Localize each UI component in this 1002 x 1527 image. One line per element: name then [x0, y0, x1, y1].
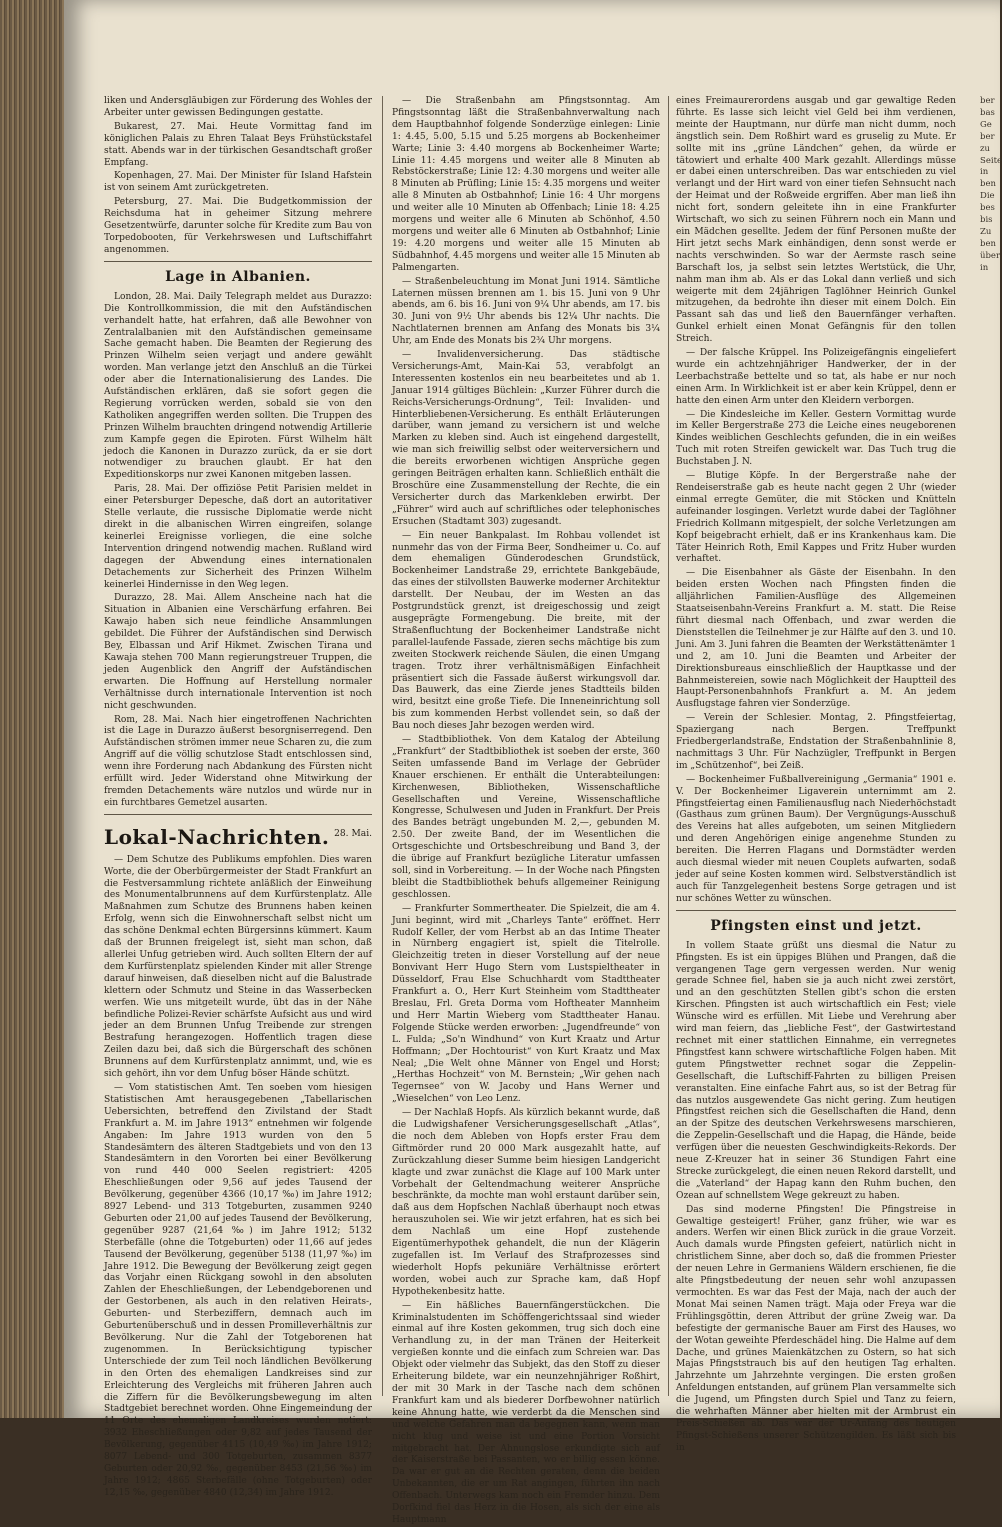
adjacent-page-fragment: ber bas Ge ber zu Seite in ben Die bes bis Zu ben über in [980, 96, 1002, 273]
lokal-verein-schlesier: — Verein der Schlesier. Montag, 2. Pfingstfeiertag, Spaziergang nach Bergen. Treffpunkt Friedbergerlandstraße, Endstation der Straßenbahnlinie 8, nachmittags 3 Uhr. Für Nachzügler, Treffpunkt in Bergen im „Schützenhof“, bei Zeiß. [676, 713, 956, 771]
column-2 [392, 96, 660, 1525]
lokal-eisenbahner: — Die Eisenbahner als Gäste der Eisenbahn. In den beiden ersten Wochen nach Pfingsten finden die alljährlichen Familien-Ausflüge des Allgemeinen Staatseisenbahn-Vereins Frankfurt a. M. statt. Die Reise führt diesmal nach Offenbach, und zwar werden die Dienststellen die Teilnehmer je zur Hälfte auf den 3. und 10. Juni. Am 3. Juni fahren die Beamten der Werkstättenämter 1 und 2, am 10. Juni die Beamten und Arbeiter der Direktionsbureaus einschließlich der Hauptkasse und der Bahnmeistereien, sowie nach Möglichkeit der Hauptteil des Haupt-Personenbahnhofs Frankfurt a. M. An jedem Ausflugstage fahren vier Sonderzüge. [676, 568, 956, 710]
lokal-bauernfaenger: — Ein häßliches Bauernfängerstückchen. Die Kriminalstudenten im Schöffengerichtssaal sind wieder einmal auf ihre Kosten gekommen, trug sich doch eine Verhandlung zu, in der man Tränen der Heiterkeit vergießen konnte und die einfach zum Schreien war. Das Objekt oder vielmehr das Subjekt, das den Stoff zu dieser Erheiterung bildete, war ein neunzehnjähriger Roßhirt, der mit 30 Mark in der Tasche nach dem schönen Frankfurt kam und als biederer Dorfbewohner natürlich keine Ahnung hatte, wie verderbt da die Menschen sind und welche Gefahren man da begegnen kann, wenn man nicht klug und weise ist und eine Portion Vorsicht mitgebracht hat. Der Ahnungslose erkundigte sich auf der Kaiserstraße bei Passanten, wo er billig essen könne. Da war er gut an die Rechten geraten, denn die beiden Unbekannten, die er um Rat angingen, führten ihn nach Offenbach. Unterwegs kam noch ein Fremder hinzu. Dem Dorfkind fiel das Herz in die Hosen, als sich der eine als Hauptmann [392, 1300, 660, 1525]
news-item-kopenhagen: Kopenhagen, 27. Mai. Der Minister für Island Hafstein ist von seinem Amt zurückgetreten. [104, 171, 372, 194]
column-3 [676, 96, 956, 1453]
pfingsten-paragraph-1: In vollem Staate grüßt uns diesmal die Natur zu Pfingsten. Es ist ein üppiges Blühen und Prangen, daß die vergangenen Tage gern vergessen werden. Nur wenig gerade Schnee fiel, haben sie ja auch nicht zwei zerstört, und an den geschützten Stellen gibt's schon die ersten Kirschen. Pfingsten ist auch wirtschaftlich ein Fest; viele Wünsche wird es erfüllen. Mit Liebe und Verehrung aber wird man feiern, das „liebliche Fest“, der Gastwirtestand rechnet mit einer stattlichen Einnahme, ein verregnetes Pfingstfest kann schwere wirtschaftliche Folgen haben. Mit gutem Pfingstwetter rechnet sogar die Zeppelin-Gesellschaft, die Luftschiff-Fahrten zu billigen Preisen veranstalten. Eine einfache Fahrt aus, so ist der Betrag für das nutzlos ausgewendete Gas nicht gering. Zum heutigen Pfingstfest reichen sich die Gesellschaften die Hand, denn an der Spitze des deutschen Verkehrswesens marschieren, die Zeppelin-Gesellschaft und die Hapag, die Hände, beide verfügen über die neuesten Geschwindigkeits-Rekords. Der neue Z-Kreuzer hat in seiner 36 Stundigen Fahrt eine Strecke zurückgelegt, die einen neuen Rekord darstellt, und die „Vaterland“ der Hapag kann den Ruhm buchen, den Ozean auf schnellstem Wege gekreuzt zu haben. [676, 940, 956, 1201]
albanien-london: London, 28. Mai. Daily Telegraph meldet aus Durazzo: Die Kontrollkommission, die mit den Aufständischen verhandelt hatte, hat erfahren, daß alle Bewohner von Zentralalbanien mit den Aufständischen gemeinsame Sache gemacht haben. Die Beamten der Regierung des Prinzen Wilhelm seien verjagt und andere gewählt worden. Man verlange jetzt den Anschluß an die Türkei oder aber die Internationalisierung des Landes. Die Aufständischen erklären, daß sie sofort gegen die Regierung vorrücken werden, sobald sie von den Katholiken angegriffen werden sollten. Die Truppen des Prinzen Wilhelm brauchten dringend notwendig Artillerie zum Kampfe gegen die Epiroten. Fürst Wilhelm hält jedoch die Kanonen in Durazzo zurück, da er sie dort notwendiger zu brauchen glaubt. Er hat den Expeditionskorps nur zwei Kanonen mitgeben lassen. [104, 291, 372, 481]
news-item: liken und Andersgläubigen zur Förderung des Wohles der Arbeiter unter gewissen Bedingungen gestatte. [104, 96, 372, 118]
pfingsten-paragraph-2: Das sind moderne Pfingsten! Die Pfingstreise in Gewaltige gesteigert! Früher, ganz früher, wie war es anders. Werfen wir einen Blick zurück in die graue Vorzeit. Auch damals wurde Pfingsten gefeiert, natürlich nicht in christlichem Sinne, aber doch so, daß die frommen Priester der neuen Lehre in Germaniens Wäldern erschienen, fie die alte Pfingstbedeutung der neuen sehr wohl anzupassen vermochten. Es war das Fest der Maja, nach der auch der Monat Mai seinen Namen trägt. Maja oder Freya war die Frühlingsgöttin, deren Attribut der grüne Zweig war. Da befestigte der germanische Bauer am First des Hauses, wo der Wotan geweihte Pferdeschädel hing. Die Halme auf dem Dache, und grünes Maienkätzchen zu Ostern, so hat sich Majas Pfingststrauch bis auf den heutigen Tag erhalten. Jahrzehnte um Jahrzehnte vergingen. Die ersten großen Anfeldungen entstanden, auf grünem Plan versammelte sich die Jugend, um Pfingsten durch Spiel und Tanz zu feiern, die wehrhaften Männer aber hielten mit der Armbrust ein Preis-Schießen ab. Das war der Ur-Anfang des heutigen Pfingst-Schießens unserer Schützengilden. Es läßt sich bis in [676, 1204, 956, 1453]
book-binding-edge [0, 0, 68, 1418]
lokal-strassenbeleuchtung: — Straßenbeleuchtung im Monat Juni 1914. Sämtliche Laternen müssen brennen am 1. bis 15. Juni von 9 Uhr abends, am 6. bis 16. Juni von 9¼ Uhr abends, am 17. bis 30. Juni von 9½ Uhr abends bis 12¼ Uhr nachts. Die Nachtlaternen brennen am Anfang des Monats bis 3¼ Uhr, am Ende des Monats bis 2¾ Uhr morgens. [392, 276, 660, 347]
albanien-durazzo: Durazzo, 28. Mai. Allem Anscheine nach hat die Situation in Albanien eine Verschärfung erfahren. Bei Kawajo haben sich neue feindliche Ansammlungen gebildet. Die Führer der Aufständischen sind Derwisch Bey, Elbassan und Arif Hikmet. Zwischen Tirana und Kawaja stehen 700 Mann regierungstreuer Truppen, die jeden Augenblick den Angriff der Aufständischen erwarten. Die Hoffnung auf Herstellung normaler Verhältnisse durch internationale Intervention ist noch nicht geschwunden. [104, 593, 372, 711]
lokal-stadtbibliothek: — Stadtbibliothek. Von dem Katalog der Abteilung „Frankfurt“ der Stadtbibliothek ist soeben der erste, 360 Seiten umfassende Band im Verlage der Gebrüder Knauer erschienen. Er enthält die Unterabteilungen: Kirchenwesen, Bibliotheken, Wissenschaftliche Gesellschaften und Vereine, Wissenschaftliche Kongresse, Schulwesen und Juden in Frankfurt. Der Preis des Bandes beträgt ungebunden M. 2,—, gebunden M. 2.50. Der zweite Band, der im Wesentlichen die Ortsgeschichte und Ortsbeschreibung und Band 3, der die übrige auf Frankfurt bezügliche Literatur umfassen soll, sind in Vorbereitung. — In der Woche nach Pfingsten bleibt die Stadtbibliothek behufs allgemeiner Reinigung geschlossen. [392, 735, 660, 900]
lokal-nachlass-hopfs: — Der Nachlaß Hopfs. Als kürzlich bekannt wurde, daß die Ludwigshafener Versicherungsgesellschaft „Atlas“, die noch dem Ableben von Hopfs erster Frau dem Giftmörder rund 20 000 Mark ausgezahlt hatte, auf Zurückzahlung dieser Summe beim hiesigen Landgericht klagte und zwar zunächst die Klage auf 100 Mark unter Vorbehalt der Geltendmachung weiterer Ansprüche beschränkte, da mochte man wohl erstaunt darüber sein, daß aus dem Hopfschen Nachlaß überhaupt noch etwas herauszuholen sei. Wie wir jetzt erfahren, hat es sich bei dem Nachlaß um eine Hopf zustehende Eigentümerhypothek gehandelt, die nun der Klägerin zugefallen ist. Im Verlauf des Strafprozesses sind wiederholt Hopfs pekuniäre Verhältnisse erörtert worden, wobei auch zur Sprache kam, daß Hopf Hypothekenbesitz hatte. [392, 1108, 660, 1297]
column-rule [668, 96, 669, 1396]
column-rule [382, 96, 383, 1396]
lokal-statistisches-amt: — Vom statistischen Amt. Ten soeben vom hiesigen Statistischen Amt herausgegebenen „Tabellarischen Uebersichten, betreffend den Zivilstand der Stadt Frankfurt a. M. im Jahre 1913“ entnehmen wir folgende Angaben: Im Jahre 1913 wurden von den 5 Standesämtern des älteren Stadtgebiets und von den 13 Standesämtern in den Vororten bei einer Bevölkerung von rund 440 000 Seelen registriert: 4205 Eheschließungen oder 9,56 auf jedes Tausend der Bevölkerung, gegenüber 4366 (10,17 ‰) im Jahre 1912; 8927 Lebend- und 313 Totgeburten, zusammen 9240 Geburten oder 21,00 auf jedes Tausend der Bevölkerung, gegenüber 9287 (21,64 ‰) im Jahre 1912; 5132 Sterbefälle (ohne die Totgeburten) oder 11,66 auf jedes Tausend der Bevölkerung, gegenüber 5138 (11,97 ‰) im Jahre 1912. Die Bewegung der Bevölkerung zeigt gegen das Vorjahr einen Rückgang sowohl in den absoluten Zahlen der Eheschließungen, der Lebendgeborenen und der Gestorbenen, als auch in den relativen Heirats-, Geburten- und Sterbeziffern, demnach auch im Geburtenüberschuß und in dessen Promilleverhältnis zur Bevölkerung. Nur die Zahl der Totgeborenen hat zugenommen. In Berücksichtigung typischer Unterschiede der zum Teil noch ländlichen Bevölkerung in den Orten des ehemaligen Landkreises sind zur Erleichterung des Vergleichs mit früheren Jahren auch die Ziffern für die Bevölkerungsbewegung im alten Stadtgebiet berechnet worden. Ohne Eingemeindung der 11 Orte des ehemaligen Landkreises wurden notiert: 3932 Eheschließungen oder 9,82 auf jedes Tausend der Bevölkerung, gegenüber 4115 (10,49 ‰) im Jahre 1912; 8077 Lebend- und 300 Totgeburten, zusammen 8377 Geburten oder 20,92 ‰, gegenüber 8453 (21,56 ‰) im Jahre 1912; 4865 Sterbefälle (ohne Totgeburten) oder 12,15 ‰, gegenüber 4840 (12,34) im Jahre 1912. [104, 1082, 372, 1498]
divider [676, 910, 956, 911]
lokal-invalidenversicherung: — Invalidenversicherung. Das städtische Versicherungs-Amt, Main-Kai 53, verabfolgt an Interessenten kostenlos ein neu bearbeitetes und ab 1. Januar 1914 gültiges Büchlein: „Kurzer Führer durch die Reichs-Versicherungs-Ordnung“, Teil: Invaliden- und Hinterbliebenen-Versicherung. Es enthält Erläuterungen darüber, wann jemand zu versichern ist und welche Marken zu kleben sind. Auch ist eingehend dargestellt, wie man sich freiwillig selbst oder weiterversichern und die bereits erworbenen wichtigen Ansprüche gegen geringen Beiträgen erhalten kann. Schließlich enthält die Broschüre eine Zusammenstellung der Rechte, die ein Versicherter durch das Markenkleben erwirbt. Der „Führer“ wird auch auf schriftliches oder telephonisches Ersuchen (Stadtamt 303) zugesandt. [392, 350, 660, 527]
lokal-dateline: 28. Mai. [334, 828, 372, 839]
lokal-kindesleiche: — Die Kindesleiche im Keller. Gestern Vormittag wurde im Keller Bergerstraße 273 die Leiche eines neugeborenen Kindes weiblichen Geschlechts gefunden, die in ein weißes Tuch mit roten Streifen gewickelt war. Das Tuch trug die Buchstaben J. N. [676, 409, 956, 468]
lokal-germania-1901: — Bockenheimer Fußballvereinigung „Germania“ 1901 e. V. Der Bockenheimer Ligaverein unternimmt am 2. Pfingstfeiertag einen Familienausflug nach Niederhöchstadt (Gasthaus zum grünen Baum). Der Vergnügungs-Ausschuß des Vereins hat alles aufgeboten, um seinen Mitgliedern und deren Angehörigen einige angenehme Stunden zu bereiten. Die Herren Flagans und Dormstädter werden auch diesmal wieder mit neuen Couplets aufwarten, sodaß jeder auf seine Kosten kommen wird. Selbstverständlich ist auch für Tanzgelegenheit bestens Sorge getragen und ist nur schönes Wetter zu wünschen. [676, 774, 956, 904]
heading-lage-in-albanien: Lage in Albanien. [165, 268, 311, 285]
heading-pfingsten-einst-und-jetzt: Pfingsten einst und jetzt. [710, 917, 922, 934]
heading-lokal-nachrichten: Lokal-Nachrichten. [104, 824, 330, 849]
albanien-paris: Paris, 28. Mai. Der offiziöse Petit Parisien meldet in einer Petersburger Depesche, daß dort an autoritativer Stelle verlaute, die russische Diplomatie werde nicht direkt in die albanischen Wirren eingreifen, solange keinerlei Ereignisse vorliegen, die eine solche Intervention dringend notwendig machen. Rußland wird dagegen der Abwendung eines internationalen Detachements zur Sicherheit des Prinzen Wilhelm keinerlei Hindernisse in den Weg legen. [104, 484, 372, 590]
albanien-rom: Rom, 28. Mai. Nach hier eingetroffenen Nachrichten ist die Lage in Durazzo äußerst besorgniserregend. Den Aufständischen strömen immer neue Scharen zu, die zum Angriff auf die völlig schutzlose Stadt entschlossen sind, wenn ihre Forderung nach Abdankung des Fürsten nicht erfüllt wird. Jeder Widerstand ohne Mitwirkung der fremden Detachements wäre nutzlos und würde nur in ein furchtbares Gemetzel ausarten. [104, 714, 372, 808]
column-1 [104, 96, 372, 1498]
lokal-header [104, 819, 372, 855]
lokal-blutige-koepfe: — Blutige Köpfe. In der Bergerstraße nahe der Rendeiserstraße gab es heute nacht gegen 2 Uhr (wieder einmal erregte Gemüter, die mit Stöcken und Knütteln aufeinander losgingen. Verletzt wurde dabei der Taglöhner Friedrich Kollmann mitgespielt, der solche Verletzungen am Kopf beigebracht erhielt, daß er ins Krankenhaus kam. Die Täter Heinrich Roth, Emil Kappes und Fritz Huber wurden verhaftet. [676, 471, 956, 565]
lokal-falscher-krueppel: — Der falsche Krüppel. Ins Polizeigefängnis eingeliefert wurde ein achtzehnjähriger Handwerker, der in der Leerbachstraße bettelte und so tat, als habe er nur noch einen Arm. In Wirklichkeit ist er aber kein Krüppel, denn er hatte den einen Arm unter den Kleidern verborgen. [676, 348, 956, 406]
lokal-sommertheater: — Frankfurter Sommertheater. Die Spielzeit, die am 4. Juni beginnt, wird mit „Charleys Tante“ eröffnet. Herr Rudolf Keller, der vom Herbst ab an das Intime Theater in Nürnberg engagiert ist, spielt die Titelrolle. Gleichzeitig treten in dieser Vorstellung auf der neue Bonvivant Herr Hugo Stern vom Lustspieltheater in Düsseldorf, Frau Else Schuchhardt vom Stadttheater Frankfurt a. O., Herr Kurt Steinheim vom Stadttheater Breslau, Frl. Greta Dorma vom Hoftheater Mannheim und Herr Martin Wieberg vom Stadttheater Hanau. Folgende Stücke werden erworben: „Jugendfreunde“ von L. Fulda; „So'n Windhund“ von Kurt Kraatz und Artur Hoffmann; „Der Hochtourist“ von Kurt Kraatz und Max Neal; „Die Welt ohne Männer von Engel und Horst; „Herthas Hochzeit“ von M. Bernstein; „Wir gehen nach Tegernsee“ von W. Jacoby und Hans Werner und „Wieselchen“ von Leo Lenz. [392, 903, 660, 1105]
lokal-strassenbahn: — Die Straßenbahn am Pfingstsonntag. Am Pfingstsonntag läßt die Straßenbahnverwaltung nach dem Hauptbahnhof folgende Sonderzüge einlegen: Linie 1: 4.45, 5.00, 5.15 und 5.25 morgens ab Bockenheimer Warte; Linie 3: 4.40 morgens ab Bockenheimer Warte; Linie 11: 4.45 morgens und weiter alle 8 Minuten ab Rebstöckerstraße; Linie 12: 4.30 morgens und weiter alle 8 Minuten ab Prüfling; Linie 15: 4.35 morgens und weiter alle 8 Minuten ab Ostbahnhof; Linie 16: 4 Uhr morgens und weiter alle 10 Minuten ab Offenbach; Linie 18: 4.25 morgens und weiter alle 6 Minuten ab Schönhof, 4.50 morgens und weiter alle 6 Minuten ab Ostbahnhof; Linie 19: 4.20 morgens und weiter alle 15 Minuten ab Südbahnhof, 4.45 morgens und weiter alle 15 Minuten ab Palmengarten. [392, 96, 660, 273]
newspaper-page [64, 0, 1002, 1525]
lokal-bauernfaenger-cont: eines Freimaurerordens ausgab und gar gewaltige Reden führte. Es lasse sich leicht viel Geld bei ihm verdienen, meinte der Hauptmann, nur dürfe man nicht dumm, noch ängstlich sein. Dem Roßhirt ward es gruselig zu Mute. Er sollte mit ins „grüne Ländchen“ gehen, da würde er tätowiert und erhalte 400 Mark gezahlt. Allerdings müsse er dabei einen unterschreiben. Das war entschieden zu viel verlangt und der Hirt ward von einer tiefen Sehnsucht nach der Heimat und der Roßweide ergriffen. Aber man ließ ihn nicht fort, sondern geleitete ihn in eine Frankfurter Wirtschaft, wo sich zu seinen Führern noch ein Mann und ein Mädchen gesellte. Jedem der fünf Personen mußte der Hirt jetzt sechs Mark einhändigen, denn sonst werde er nachts verschwinden. So war der Aermste rasch seine Barschaft los, ja selbst sein letztes Wertstück, die Uhr, nahm man ihm ab. Als er das Lokal dann verließ und sich weigerte mit dem 24jährigen Taglöhner Heinrich Gunkel mitzugehen, da bedrohte ihn dieser mit einem Dolch. Ein Passant sah das und ließ den Bauernfänger verhaften. Gunkel erhielt einen Monat Gefängnis für den tollen Streich. [676, 96, 956, 345]
lokal-bankpalast: — Ein neuer Bankpalast. Im Rohbau vollendet ist nunmehr das von der Firma Beer, Sondheimer u. Co. auf dem ehemaligen Günderodeschen Grundstück, Bockenheimer Landstraße 29, errichtete Bankgebäude, das eines der stilvollsten Bauwerke moderner Architektur darstellt. Der Neubau, der im Westen an das Postgrundstück grenzt, ist dreigeschossig und zeigt ausgeprägte Formengebung. Die breite, mit der Straßenfluchtung der Bockenheimer Landstraße nicht parallel-laufende Fassade, zieren sechs mächtige bis zum zweiten Stockwerk reichende Säulen, die einen Umgang tragen. Trotz ihrer verhältnismäßigen Einfachheit präsentiert sich die Fassade äußerst wirkungsvoll dar. Das Bauwerk, das eine Zierde jenes Stadtteils bilden wird, besitzt eine große Tiefe. Die Inneneinrichtung soll bis zum kommenden Herbst vollendet sein, so daß der Bau noch dieses Jahr bezogen werden wird. [392, 530, 660, 732]
lokal-schutze-des-publikums: — Dem Schutze des Publikums empfohlen. Dies waren Worte, die der Oberbürgermeister der Stadt Frankfurt an die Festversammlung richtete anläßlich der Einweihung des Monumentalbrunnens auf dem Kurfürstenplatz. Alle Maßnahmen zum Schutze des Brunnens haben keinen Erfolg, wenn sich die Einwohnerschaft selbst nicht um das schöne Denkmal echten Bürgersinns kümmert. Kaum daß der Brunnen freigelegt ist, sieht man schon, daß allerlei Unfug getrieben wird. Auch sollten Eltern der auf dem Kurfürstenplatz spielenden Kinder mit aller Strenge darauf hinweisen, daß dieselben nicht auf die Balustrade klettern oder Schmutz und Steine in das Wasserbecken werfen. Wie uns mitgeteilt wurde, übt das in der Nähe befindliche Polizei-Revier schärfste Aufsicht aus und wird jeder an dem Brunnen Unfug Treibende zur strengen Bestrafung herangezogen. Hoffentlich tragen diese Zeilen dazu bei, daß sich die Bürgerschaft des schönen Brunnens auf dem Kurfürstenplatz annimmt, und, wie es sich gehört, ihn vor dem Unfug böser Hände schützt. [104, 854, 372, 1080]
news-item-petersburg: Petersburg, 27. Mai. Die Budgetkommission der Reichsduma hat in geheimer Sitzung mehrere Gesetzentwürfe, darunter solche für Kredite zum Bau von Torpedobooten, für Verkehrswesen und Luftschiffahrt angenommen. [104, 197, 372, 255]
divider [104, 814, 372, 815]
news-item-bukarest: Bukarest, 27. Mai. Heute Vormittag fand im königlichen Palais zu Ehren Talaat Beys Frühstückstafel statt. Abends war in der türkischen Gesandtschaft großer Empfang. [104, 121, 372, 168]
divider [104, 261, 372, 262]
